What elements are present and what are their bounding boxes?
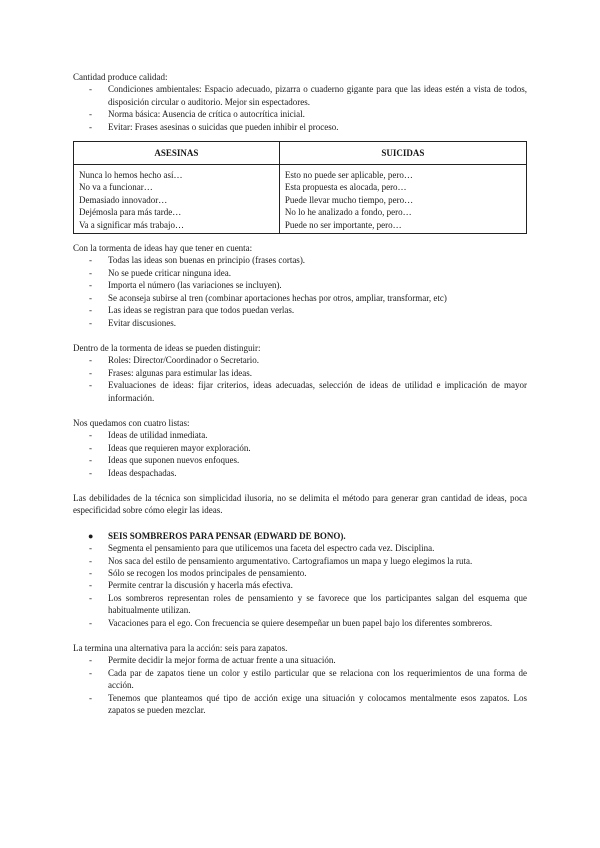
list-item — [73, 354, 527, 366]
dash-marker: - — [89, 692, 92, 703]
list-item-text: Norma básica: Ausencia de crítica o autocrítica inicial. — [108, 109, 305, 120]
list-item — [73, 317, 527, 329]
dash-marker: - — [89, 267, 92, 278]
list-item-text: Frases: algunas para estimular las ideas. — [108, 367, 252, 378]
table-cell-asesinas — [74, 165, 280, 234]
section-title-text: SEIS SOMBREROS PARA PENSAR (EDWARD DE BONO). — [108, 530, 346, 541]
dash-marker: - — [89, 592, 92, 603]
spacer — [73, 517, 527, 530]
spacer — [73, 629, 527, 642]
list-item-text: Todas las ideas son buenas en principio (frases cortas). — [108, 255, 306, 266]
dash-marker: - — [89, 355, 92, 366]
dash-marker: - — [89, 455, 92, 466]
list-item — [73, 454, 527, 466]
section-heading: Cantidad produce calidad: — [73, 72, 168, 82]
list-item-text: Evitar discusiones. — [108, 317, 176, 328]
phrases-table — [73, 141, 527, 234]
dash-marker: - — [89, 667, 92, 678]
list-item — [73, 667, 527, 692]
list-item-text: Evaluaciones de ideas: fijar criterios, ideas adecuadas, selección de ideas de utilidad e implicación de mayor información. — [108, 380, 527, 403]
list-item-text: Permite centrar la discusión y hacerla más efectiva. — [108, 580, 293, 591]
paragraph: Las debilidades de la técnica son simplicidad ilusoria, no se delimita el método para generar gran cantidad de ideas, poca especificidad sobre cómo elegir las ideas. — [73, 492, 527, 516]
table-row — [74, 165, 527, 234]
list-item-text: Ideas que suponen nuevos enfoques. — [108, 455, 240, 466]
list-item — [73, 83, 527, 108]
spacer — [73, 404, 527, 417]
list-item — [73, 542, 527, 554]
list-item — [73, 292, 527, 304]
section-heading: Dentro de la tormenta de ideas se pueden distinguir: — [73, 342, 261, 353]
list-item — [73, 121, 527, 133]
list-item-text: Las ideas se registran para que todos puedan verlas. — [108, 305, 295, 316]
table-cell-suicidas — [279, 165, 526, 234]
bullet-list — [73, 654, 527, 716]
list-item — [73, 692, 527, 717]
bullet-list — [73, 429, 527, 479]
list-item-text: Ideas de utilidad inmediata. — [108, 430, 208, 441]
section-heading: Nos quedamos con cuatro listas: — [73, 417, 190, 428]
dash-marker: - — [89, 255, 92, 266]
dash-marker: - — [89, 543, 92, 554]
dash-marker: - — [89, 121, 92, 132]
section-heading: La termina una alternativa para la acción: seis para zapatos. — [73, 643, 288, 654]
dash-marker: - — [89, 380, 92, 391]
bullet-list — [73, 354, 527, 404]
list-item — [73, 592, 527, 617]
table-cell-line: No lo he analizado a fondo, pero… — [284, 207, 412, 218]
dash-marker: - — [89, 292, 92, 303]
list-item — [73, 654, 527, 666]
list-item-text: Segmenta el pensamiento para que utilicemos una faceta del espectro cada vez. Disciplina. — [108, 543, 435, 554]
list-item-text: Los sombreros representan roles de pensamiento y se favorece que los participantes salgan del esquema que habitualmente utilizan. — [108, 592, 527, 616]
bullet-list — [73, 83, 527, 133]
list-item-text: Ideas despachadas. — [108, 467, 177, 478]
list-item-text: Importa el número (las variaciones se incluyen). — [108, 280, 282, 291]
list-item — [73, 108, 527, 120]
list-item-text: Roles: Director/Coordinador o Secretario. — [108, 355, 259, 366]
list-item — [73, 304, 527, 316]
dash-marker: - — [89, 555, 92, 566]
dash-marker: - — [89, 367, 92, 378]
list-item — [73, 467, 527, 479]
table-cell-line: Demasiado innovador… — [79, 194, 168, 205]
section-title — [73, 530, 527, 542]
list-item — [73, 579, 527, 591]
list-item — [73, 254, 527, 266]
bullet-list — [73, 254, 527, 328]
list-item-text: Sólo se recogen los modos principales de pensamiento. — [108, 568, 307, 578]
list-item — [73, 567, 527, 579]
dash-marker: - — [89, 568, 92, 578]
table-cell-line: Nunca lo hemos hecho así… — [79, 170, 183, 181]
dash-marker: - — [89, 430, 92, 441]
section-heading: Con la tormenta de ideas hay que tener en cuenta: — [73, 243, 253, 254]
spacer — [73, 479, 527, 492]
table-cell-line: No va a funcionar… — [79, 182, 153, 193]
dash-marker: - — [89, 467, 92, 478]
list-item-text: Condiciones ambientales: Espacio adecuado, pizarra o cuaderno gigante para que las ideas estén a vista de todos, disposición circular o auditorio. Mejor sin espectadores. — [108, 84, 527, 107]
dash-marker: - — [89, 84, 92, 95]
dash-marker: - — [89, 305, 92, 316]
list-item-text: Ideas que requieren mayor exploración. — [108, 442, 251, 453]
list-item-text: No se puede criticar ninguna idea. — [108, 267, 231, 278]
table-header-suicidas: SUICIDAS — [279, 142, 526, 165]
list-item — [73, 442, 527, 454]
table-cell-line: Puede llevar mucho tiempo, pero… — [284, 194, 414, 205]
dash-marker: - — [89, 617, 92, 628]
list-item — [73, 617, 527, 629]
dash-marker: - — [89, 580, 92, 591]
table-cell-line: Dejémosla para más tarde… — [79, 207, 182, 218]
dash-marker: - — [89, 317, 92, 328]
bullet-dot: ● — [88, 530, 94, 541]
table-cell-line: Esto no puede ser aplicable, pero… — [284, 170, 413, 181]
list-item — [73, 429, 527, 441]
dash-marker: - — [89, 655, 92, 666]
bullet-list — [73, 542, 527, 629]
spacer — [73, 234, 527, 242]
list-item-text: Cada par de zapatos tiene un color y estilo particular que se relaciona con los requerimientos de una forma de acción. — [108, 667, 527, 691]
spacer — [73, 133, 527, 141]
table-cell-line: Esta propuesta es alocada, pero… — [284, 182, 407, 193]
list-item-text: Se aconseja subirse al tren (combinar aportaciones hechas por otros, ampliar, transformar, etc) — [108, 292, 447, 303]
dash-marker: - — [89, 442, 92, 453]
list-item-text: Evitar: Frases asesinas o suicidas que pueden inhibir el proceso. — [108, 121, 339, 132]
list-item — [73, 267, 527, 279]
table-header-asesinas: ASESINAS — [74, 142, 280, 165]
list-item-text: Tenemos que planteamos qué tipo de acción exige una situación y colocamos mentalmente esos zapatos. Los zapatos se pueden mezclar. — [108, 692, 527, 716]
document-content — [73, 71, 527, 716]
table-cell-line: Va a significar más trabajo… — [79, 219, 184, 230]
list-item-text: Vacaciones para el ego. Con frecuencia se quiere desempeñar un buen papel bajo los diferentes sombreros. — [108, 617, 493, 628]
table-header-row — [74, 142, 527, 165]
list-item — [73, 279, 527, 291]
dash-marker: - — [89, 280, 92, 291]
list-item — [73, 379, 527, 404]
spacer — [73, 329, 527, 342]
list-item — [73, 367, 527, 379]
table-cell-line: Puede no ser importante, pero… — [284, 219, 402, 230]
list-item-text: Permite decidir la mejor forma de actuar frente a una situación. — [108, 655, 336, 666]
dash-marker: - — [89, 109, 92, 120]
list-item-text: Nos saca del estilo de pensamiento argumentativo. Cartografiamos un mapa y luego elegimos la ruta. — [108, 555, 473, 566]
list-item — [73, 555, 527, 567]
